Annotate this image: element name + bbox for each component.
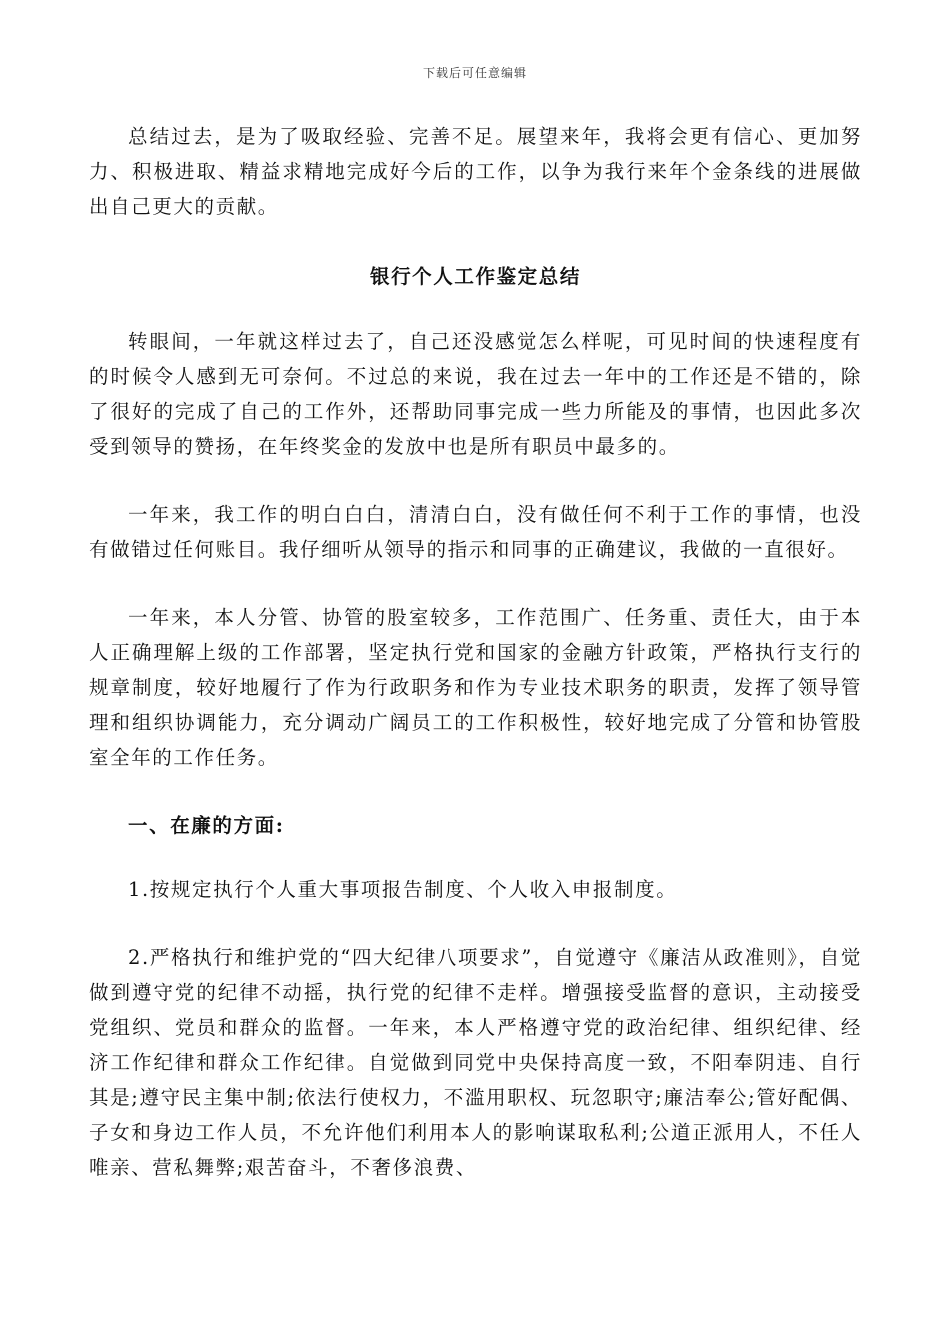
body-paragraph-3: 一年来，本人分管、协管的股室较多，工作范围广、任务重、责任大，由于本人正确理解上级的工作部署，坚定执行党和国家的金融方针政策，严格执行支行的规章制度，较好地履行了作为行政职务和作为专业技术职务的职责，发挥了领导管理和组织协调能力，充分调动广阔员工的工作积极性，较好地完成了分管和协管股室全年的工作任务。 xyxy=(89,606,862,769)
list-item-1: 1.按规定执行个人重大事项报告制度、个人收入申报制度。 xyxy=(128,878,678,901)
body-paragraph-2: 一年来，我工作的明白白白，清清白白，没有做任何不利于工作的事情，也没有做错过任何账目。我仔细听从领导的指示和同事的正确建议，我做的一直很好。 xyxy=(89,503,862,561)
list-item-2: 2.严格执行和维护党的“四大纪律八项要求”，自觉遵守《廉洁从政准则》，自觉做到遵守党的纪律不动摇，执行党的纪律不走样。增强接受监督的意识，主动接受党组织、党员和群众的监督。一年来，本人严格遵守党的政治纪律、组织纪律、经济工作纪律和群众工作纪律。自觉做到同党中央保持高度一致，不阳奉阴违、自行其是;遵守民主集中制;依法行使权力，不滥用职权、玩忽职守;廉洁奉公;管好配偶、子女和身边工作人员，不允许他们利用本人的影响谋取私利;公道正派用人，不任人唯亲、营私舞弊;艰苦奋斗，不奢侈浪费、 xyxy=(89,946,862,1179)
document-body xyxy=(89,119,862,1185)
document-title: 银行个人工作鉴定总结 xyxy=(369,265,581,288)
page-header-note: 下载后可任意编辑 xyxy=(422,66,527,80)
body-paragraph-1: 转眼间，一年就这样过去了，自己还没感觉怎么样呢，可见时间的快速程度有的时候令人感到无可奈何。不过总的来说，我在过去一年中的工作还是不错的，除了很好的完成了自己的工作外，还帮助同事完成一些力所能及的事情，也因此多次受到领导的赞扬，在年终奖金的发放中也是所有职员中最多的。 xyxy=(89,330,862,458)
section-heading: 一、在廉的方面: xyxy=(128,814,285,837)
intro-paragraph: 总结过去，是为了吸取经验、完善不足。展望来年，我将会更有信心、更加努力、积极进取、精益求精地完成好今后的工作，以争为我行来年个金条线的进展做出自己更大的贡献。 xyxy=(89,125,862,218)
